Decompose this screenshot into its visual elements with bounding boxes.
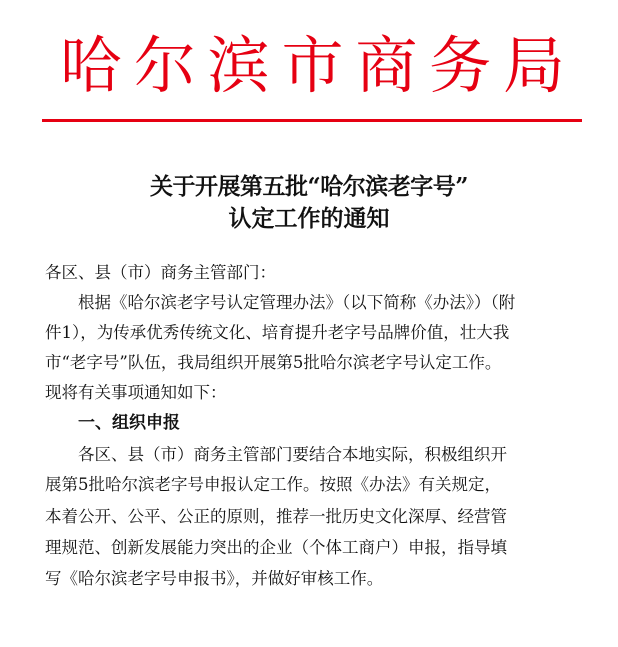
agency-char: 滨 — [207, 29, 270, 102]
agency-char: 务 — [429, 29, 492, 102]
agency-char: 尔 — [133, 29, 196, 102]
paragraph-1-line: 根据《哈尔滨老字号认定管理办法》（以下简称《办法》）（附 — [78, 293, 516, 312]
paragraph-1-line: 市“老字号”队伍，我局组织开展第5批哈尔滨老字号认定工作。 — [45, 353, 502, 372]
letterhead-red-rule — [42, 119, 582, 122]
paragraph-2-line: 理规范、创新发展能力突出的企业（个体工商户）申报，指导填 — [45, 538, 507, 557]
notice-title-line1: 关于开展第五批“哈尔滨老字号” — [150, 173, 468, 200]
notice-title-line2: 认定工作的通知 — [228, 205, 390, 232]
paragraph-2-line: 展第5批哈尔滨老字号申报认定工作。按照《办法》有关规定， — [45, 475, 501, 494]
salutation: 各区、县（市）商务主管部门： — [45, 263, 276, 282]
paragraph-1-line: 现将有关事项通知如下： — [45, 383, 227, 402]
paragraph-2-line: 写《哈尔滨老字号申报书》，并做好审核工作。 — [45, 569, 384, 588]
agency-char: 市 — [281, 29, 344, 102]
section-heading: 一、组织申报 — [78, 413, 180, 433]
agency-char: 哈 — [60, 29, 123, 102]
agency-letterhead — [60, 24, 565, 108]
agency-char: 局 — [502, 29, 565, 102]
paragraph-2-line: 各区、县（市）商务主管部门要结合本地实际，积极组织开 — [78, 445, 507, 464]
paragraph-1-line: 件1），为传承优秀传统文化、培育提升老字号品牌价值，壮大我 — [45, 323, 510, 342]
paragraph-2-line: 本着公开、公平、公正的原则，推荐一批历史文化深厚、经营管 — [45, 507, 507, 526]
agency-char: 商 — [355, 29, 418, 102]
